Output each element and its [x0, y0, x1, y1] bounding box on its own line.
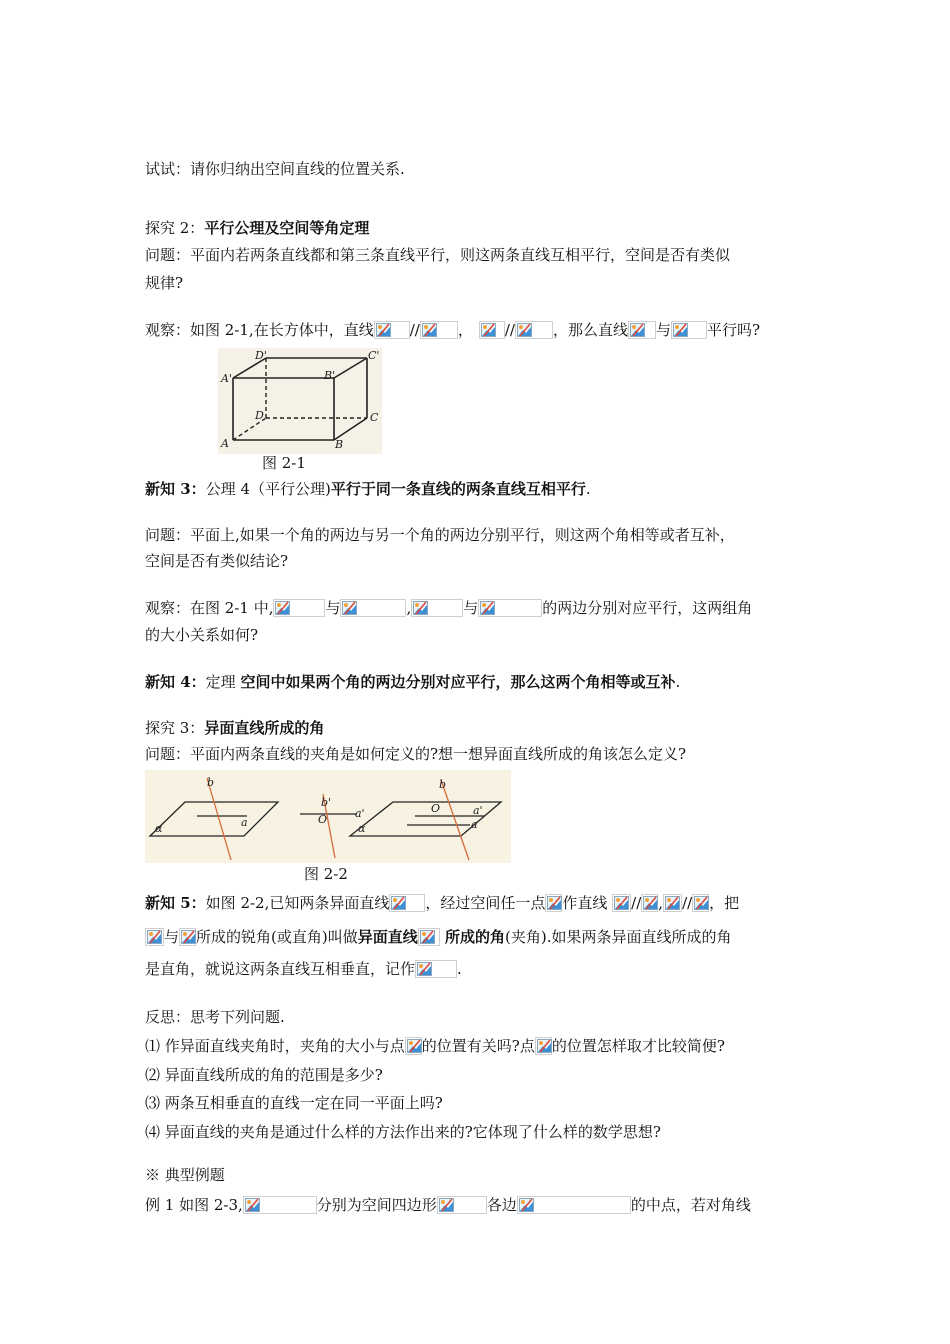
label: 新知 3： — [145, 480, 206, 498]
vertex-label: D — [255, 409, 264, 422]
broken-image-icon — [422, 323, 437, 337]
text: 各边 — [486, 1196, 517, 1214]
vertex-label: C — [370, 411, 379, 424]
formula-image — [671, 321, 707, 339]
text: 与 — [325, 599, 341, 617]
text: . — [457, 960, 462, 978]
question-3-line: 问题：平面内两条直线的夹角是如何定义的?想一想异面直线所成的角该怎么定义? — [145, 745, 687, 763]
text: ，那么直线 — [552, 321, 628, 339]
reflection-item-2: ⑵ 异面直线所成的角的范围是多少? — [145, 1066, 383, 1084]
text: 观察：在图 2-1 中, — [145, 599, 274, 617]
formula-image — [641, 894, 658, 912]
text: . — [585, 480, 591, 498]
broken-image-icon — [643, 896, 658, 910]
formula-image — [612, 894, 631, 912]
try-line: 试试：请你归纳出空间直线的位置关系. — [145, 160, 405, 178]
question-1-line-1: 问题：平面内若两条直线都和第三条直线平行，则这两条直线互相平行，空间是否有类似 — [145, 246, 731, 264]
explore-2-heading — [145, 218, 369, 238]
label: 新知 4： — [145, 673, 206, 691]
explore-3-heading — [145, 718, 324, 738]
emphasis: 异面直线 — [357, 928, 418, 946]
broken-image-icon — [275, 601, 290, 615]
formula-image — [411, 599, 463, 617]
formula-image — [663, 894, 682, 912]
figure-label: a' — [355, 807, 365, 820]
text: 的中点，若对角线 — [630, 1196, 751, 1214]
broken-image-icon — [630, 323, 645, 337]
text: 是直角，就说这两条直线互相垂直，记作 — [145, 960, 416, 978]
new-knowledge-5-line-1 — [145, 893, 739, 913]
new-knowledge-3 — [145, 479, 591, 499]
text: 与 — [164, 928, 180, 946]
explore-title: 异面直线所成的角 — [204, 719, 325, 737]
text: 的两边分别对应平行，这两组角 — [542, 599, 753, 617]
vertex-label: A — [221, 437, 229, 450]
text: 的位置有关吗?点 — [421, 1037, 535, 1055]
text: // — [631, 894, 642, 912]
text: ，把 — [709, 894, 740, 912]
text: // — [504, 321, 515, 339]
broken-image-icon — [694, 896, 709, 910]
formula-image — [692, 894, 709, 912]
emphasis: 平行于同一条直线的两条直线互相平行 — [330, 480, 586, 498]
figure-2-2-caption: 图 2-2 — [304, 865, 348, 883]
formula-image — [340, 599, 406, 617]
text: ， — [457, 321, 473, 339]
figure-label: b — [439, 778, 447, 791]
broken-image-icon — [480, 601, 495, 615]
question-2-line-1: 问题：平面上,如果一个角的两边与另一个角的两边分别平行，则这两个角相等或者互补， — [145, 526, 735, 544]
figure-label: a — [471, 818, 478, 831]
question-1-line-2: 规律? — [145, 274, 184, 292]
formula-image — [628, 321, 656, 339]
broken-image-icon — [147, 930, 162, 944]
explore-label: 探究 2： — [145, 219, 205, 237]
new-knowledge-5-line-2 — [145, 927, 731, 947]
broken-image-icon — [517, 323, 532, 337]
formula-image — [389, 894, 425, 912]
emphasis: 空间中如果两个角的两边分别对应平行，那么这两个角相等或互补 — [240, 673, 676, 691]
vertex-label: B — [335, 438, 344, 451]
broken-image-icon — [547, 896, 562, 910]
emphasis: 所成的角 — [439, 928, 505, 946]
figure-label: O — [431, 802, 441, 815]
broken-image-icon — [407, 1039, 422, 1053]
text: 如图 2-2,已知两条异面直线 — [205, 894, 390, 912]
broken-image-icon — [439, 1198, 454, 1212]
text: // — [682, 894, 693, 912]
explore-label: 探究 3： — [145, 719, 205, 737]
text: ⑴ 作异面直线夹角时，夹角的大小与点 — [145, 1037, 405, 1055]
formula-image — [179, 928, 196, 946]
formula-image — [479, 321, 505, 339]
figure-label: b' — [321, 796, 332, 809]
text: 例 1 如图 2-3, — [145, 1196, 243, 1214]
vertex-label: A' — [221, 372, 232, 385]
observe-1-line — [145, 320, 760, 340]
text: 平行吗? — [706, 321, 761, 339]
text: ，经过空间任一点 — [425, 894, 546, 912]
text: 公理 4（平行公理) — [205, 480, 331, 498]
label: 新知 5： — [145, 894, 206, 912]
broken-image-icon — [537, 1039, 552, 1053]
text: 作直线 — [562, 894, 613, 912]
vertex-label: C' — [368, 349, 380, 362]
question-2-line-2: 空间是否有类似结论? — [145, 552, 289, 570]
broken-image-icon — [245, 1198, 260, 1212]
broken-image-icon — [342, 601, 357, 615]
broken-image-icon — [420, 930, 435, 944]
figure-label: a — [241, 816, 248, 829]
new-knowledge-5-line-3 — [145, 959, 462, 979]
text: 的位置怎样取才比较简便? — [551, 1037, 725, 1055]
formula-image — [478, 599, 542, 617]
formula-image — [415, 960, 457, 978]
text: 观察：如图 2-1,在长方体中，直线 — [145, 321, 374, 339]
broken-image-icon — [417, 962, 432, 976]
formula-image — [273, 599, 325, 617]
observe-2-line-2: 的大小关系如何? — [145, 626, 259, 644]
formula-image — [145, 928, 164, 946]
broken-image-icon — [391, 896, 406, 910]
text: 与 — [655, 321, 671, 339]
broken-image-icon — [673, 323, 688, 337]
broken-image-icon — [481, 323, 496, 337]
text: . — [675, 673, 681, 691]
formula-image — [515, 321, 553, 339]
figure-label: α — [358, 822, 366, 835]
formula-image — [243, 1196, 317, 1214]
observe-2-line-1 — [145, 598, 752, 618]
explore-title: 平行公理及空间等角定理 — [204, 219, 370, 237]
reflection-title: 反思：思考下列问题. — [145, 1008, 285, 1026]
example-1-line — [145, 1195, 751, 1215]
figure-2-1-caption: 图 2-1 — [262, 454, 306, 472]
reflection-item-4: ⑷ 异面直线的夹角是通过什么样的方法作出来的?它体现了什么样的数学思想? — [145, 1123, 661, 1141]
broken-image-icon — [376, 323, 391, 337]
figure-label: α — [155, 822, 163, 835]
broken-image-icon — [181, 930, 196, 944]
vertex-label: B' — [324, 369, 336, 382]
formula-image — [374, 321, 410, 339]
vertex-label: D' — [255, 349, 267, 362]
text: 与 — [463, 599, 479, 617]
figure-2-2-skew-lines — [145, 770, 511, 863]
figure-label: O — [318, 813, 328, 826]
figure-2-1-cuboid — [218, 348, 382, 454]
broken-image-icon — [519, 1198, 534, 1212]
text: 定理 — [205, 673, 241, 691]
broken-image-icon — [665, 896, 680, 910]
typical-examples-heading: ※ 典型例题 — [145, 1166, 225, 1184]
formula-image — [437, 1196, 487, 1214]
broken-image-icon — [614, 896, 629, 910]
reflection-item-3: ⑶ 两条互相垂直的直线一定在同一平面上吗? — [145, 1094, 443, 1112]
formula-image — [517, 1196, 631, 1214]
figure-label: b — [207, 776, 215, 789]
text: 分别为空间四边形 — [316, 1196, 437, 1214]
text: 所成的锐角(或直角)叫做 — [196, 928, 358, 946]
text: , — [406, 599, 412, 617]
text: // — [409, 321, 420, 339]
new-knowledge-4 — [145, 672, 680, 692]
formula-image — [418, 928, 440, 946]
formula-image — [545, 894, 562, 912]
formula-image — [420, 321, 458, 339]
reflection-item-1 — [145, 1036, 725, 1056]
figure-label: a' — [473, 804, 483, 817]
text: , — [658, 894, 664, 912]
formula-image — [535, 1037, 552, 1055]
formula-image — [405, 1037, 422, 1055]
text: (夹角).如果两条异面直线所成的角 — [504, 928, 732, 946]
broken-image-icon — [413, 601, 428, 615]
